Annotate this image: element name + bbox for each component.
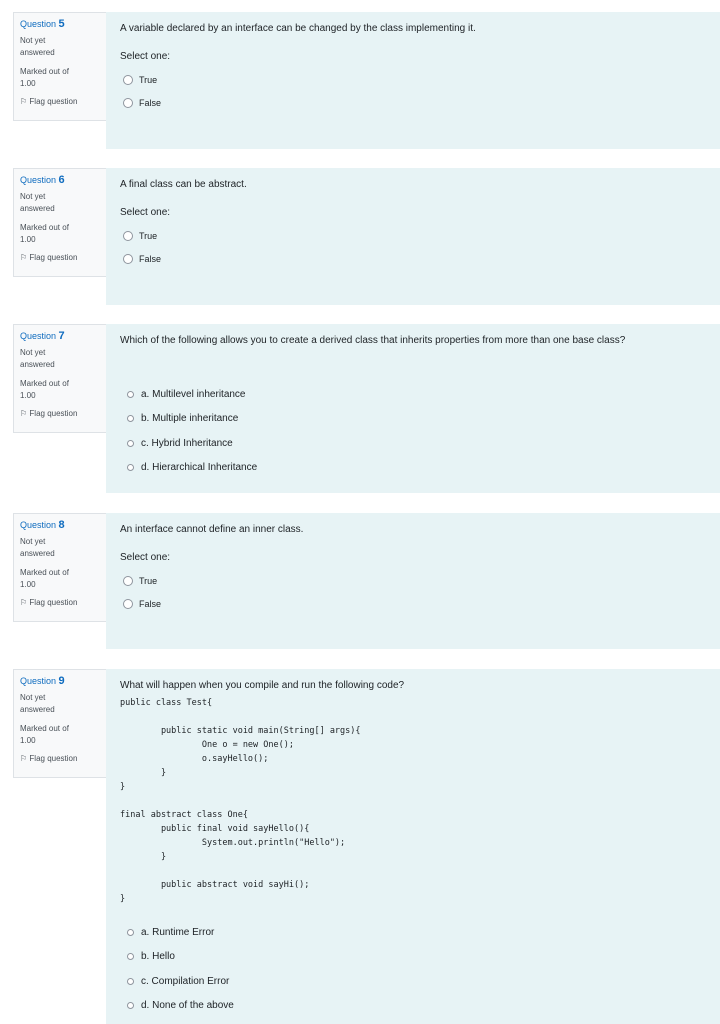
flag-icon: ⚐ [20, 253, 28, 262]
radio-button[interactable] [127, 953, 134, 960]
radio-button[interactable] [127, 440, 134, 447]
question-text: An interface cannot define an inner class. [120, 524, 304, 535]
radio-button[interactable] [123, 576, 133, 586]
question-state: Not yet answered [20, 537, 55, 558]
question-info [13, 168, 116, 277]
radio-button[interactable] [127, 464, 134, 471]
question-state: Not yet answered [20, 693, 55, 714]
question-number: Question 5 [20, 18, 65, 30]
answer-option[interactable]: c. Compilation Error [120, 969, 706, 994]
question-content [106, 513, 720, 649]
select-one-prompt: Select one: [120, 552, 171, 563]
answer-option[interactable]: True [120, 569, 706, 592]
question-number: Question 6 [20, 174, 65, 186]
question-content [106, 669, 720, 1024]
answer-option[interactable]: a. Runtime Error [120, 920, 706, 945]
radio-button[interactable] [123, 98, 133, 108]
question-info [13, 12, 116, 121]
flag-icon: ⚐ [20, 598, 28, 607]
question-text: A variable declared by an interface can be changed by the class implementing it. [120, 23, 476, 34]
question-info [13, 669, 116, 778]
flag-question-link[interactable]: ⚐ Flag question [20, 253, 78, 262]
answer-option[interactable]: False [120, 592, 706, 615]
answer-option[interactable]: b. Hello [120, 945, 706, 970]
select-one-prompt: Select one: [120, 207, 171, 218]
radio-button[interactable] [127, 929, 134, 936]
answer-option[interactable]: c. Hybrid Inheritance [120, 431, 706, 456]
question-content [106, 12, 720, 149]
answer-option[interactable]: False [120, 247, 706, 270]
radio-button[interactable] [127, 415, 134, 422]
question-mark: Marked out of 1.00 [20, 67, 69, 88]
question-mark: Marked out of 1.00 [20, 223, 69, 244]
flag-icon: ⚐ [20, 409, 28, 418]
question-number: Question 8 [20, 519, 65, 531]
question-info [13, 324, 116, 433]
flag-question-link[interactable]: ⚐ Flag question [20, 409, 78, 418]
question-number: Question 9 [20, 675, 65, 687]
flag-icon: ⚐ [20, 97, 28, 106]
question-content [106, 324, 720, 493]
answer-option[interactable]: True [120, 224, 706, 247]
flag-question-link[interactable]: ⚐ Flag question [20, 754, 78, 763]
question-mark: Marked out of 1.00 [20, 724, 69, 745]
question-state: Not yet answered [20, 36, 55, 57]
question-mark: Marked out of 1.00 [20, 568, 69, 589]
radio-button[interactable] [123, 231, 133, 241]
answer-option[interactable]: False [120, 91, 706, 114]
radio-button[interactable] [127, 1002, 134, 1009]
answer-option[interactable]: d. None of the above [120, 994, 706, 1019]
radio-button[interactable] [123, 599, 133, 609]
question-info [13, 513, 116, 622]
answer-option[interactable]: a. Multilevel inheritance [120, 382, 706, 407]
flag-question-link[interactable]: ⚐ Flag question [20, 598, 78, 607]
question-content [106, 168, 720, 305]
answer-option[interactable]: True [120, 68, 706, 91]
flag-icon: ⚐ [20, 754, 28, 763]
select-one-prompt: Select one: [120, 51, 171, 62]
radio-button[interactable] [123, 254, 133, 264]
question-text: What will happen when you compile and run the following code? [120, 680, 405, 691]
radio-button[interactable] [127, 391, 134, 398]
radio-button[interactable] [123, 75, 133, 85]
flag-question-link[interactable]: ⚐ Flag question [20, 97, 78, 106]
answer-option[interactable]: b. Multiple inheritance [120, 407, 706, 432]
question-state: Not yet answered [20, 192, 55, 213]
radio-button[interactable] [127, 978, 134, 985]
question-state: Not yet answered [20, 348, 55, 369]
question-text: Which of the following allows you to create a derived class that inherits properties from more than one base class? [120, 335, 626, 346]
question-number: Question 7 [20, 330, 65, 342]
question-mark: Marked out of 1.00 [20, 379, 69, 400]
question-text: A final class can be abstract. [120, 179, 247, 190]
answer-option[interactable]: d. Hierarchical Inheritance [120, 456, 706, 481]
code-snippet: public class Test{ public static void main(String[] args){ One o = new One(); o.sayHello(); } } final abstract class One{ public final void sayHello(){ System.out.println("Hello"); } public abstract void sayHi(); } [120, 698, 361, 904]
